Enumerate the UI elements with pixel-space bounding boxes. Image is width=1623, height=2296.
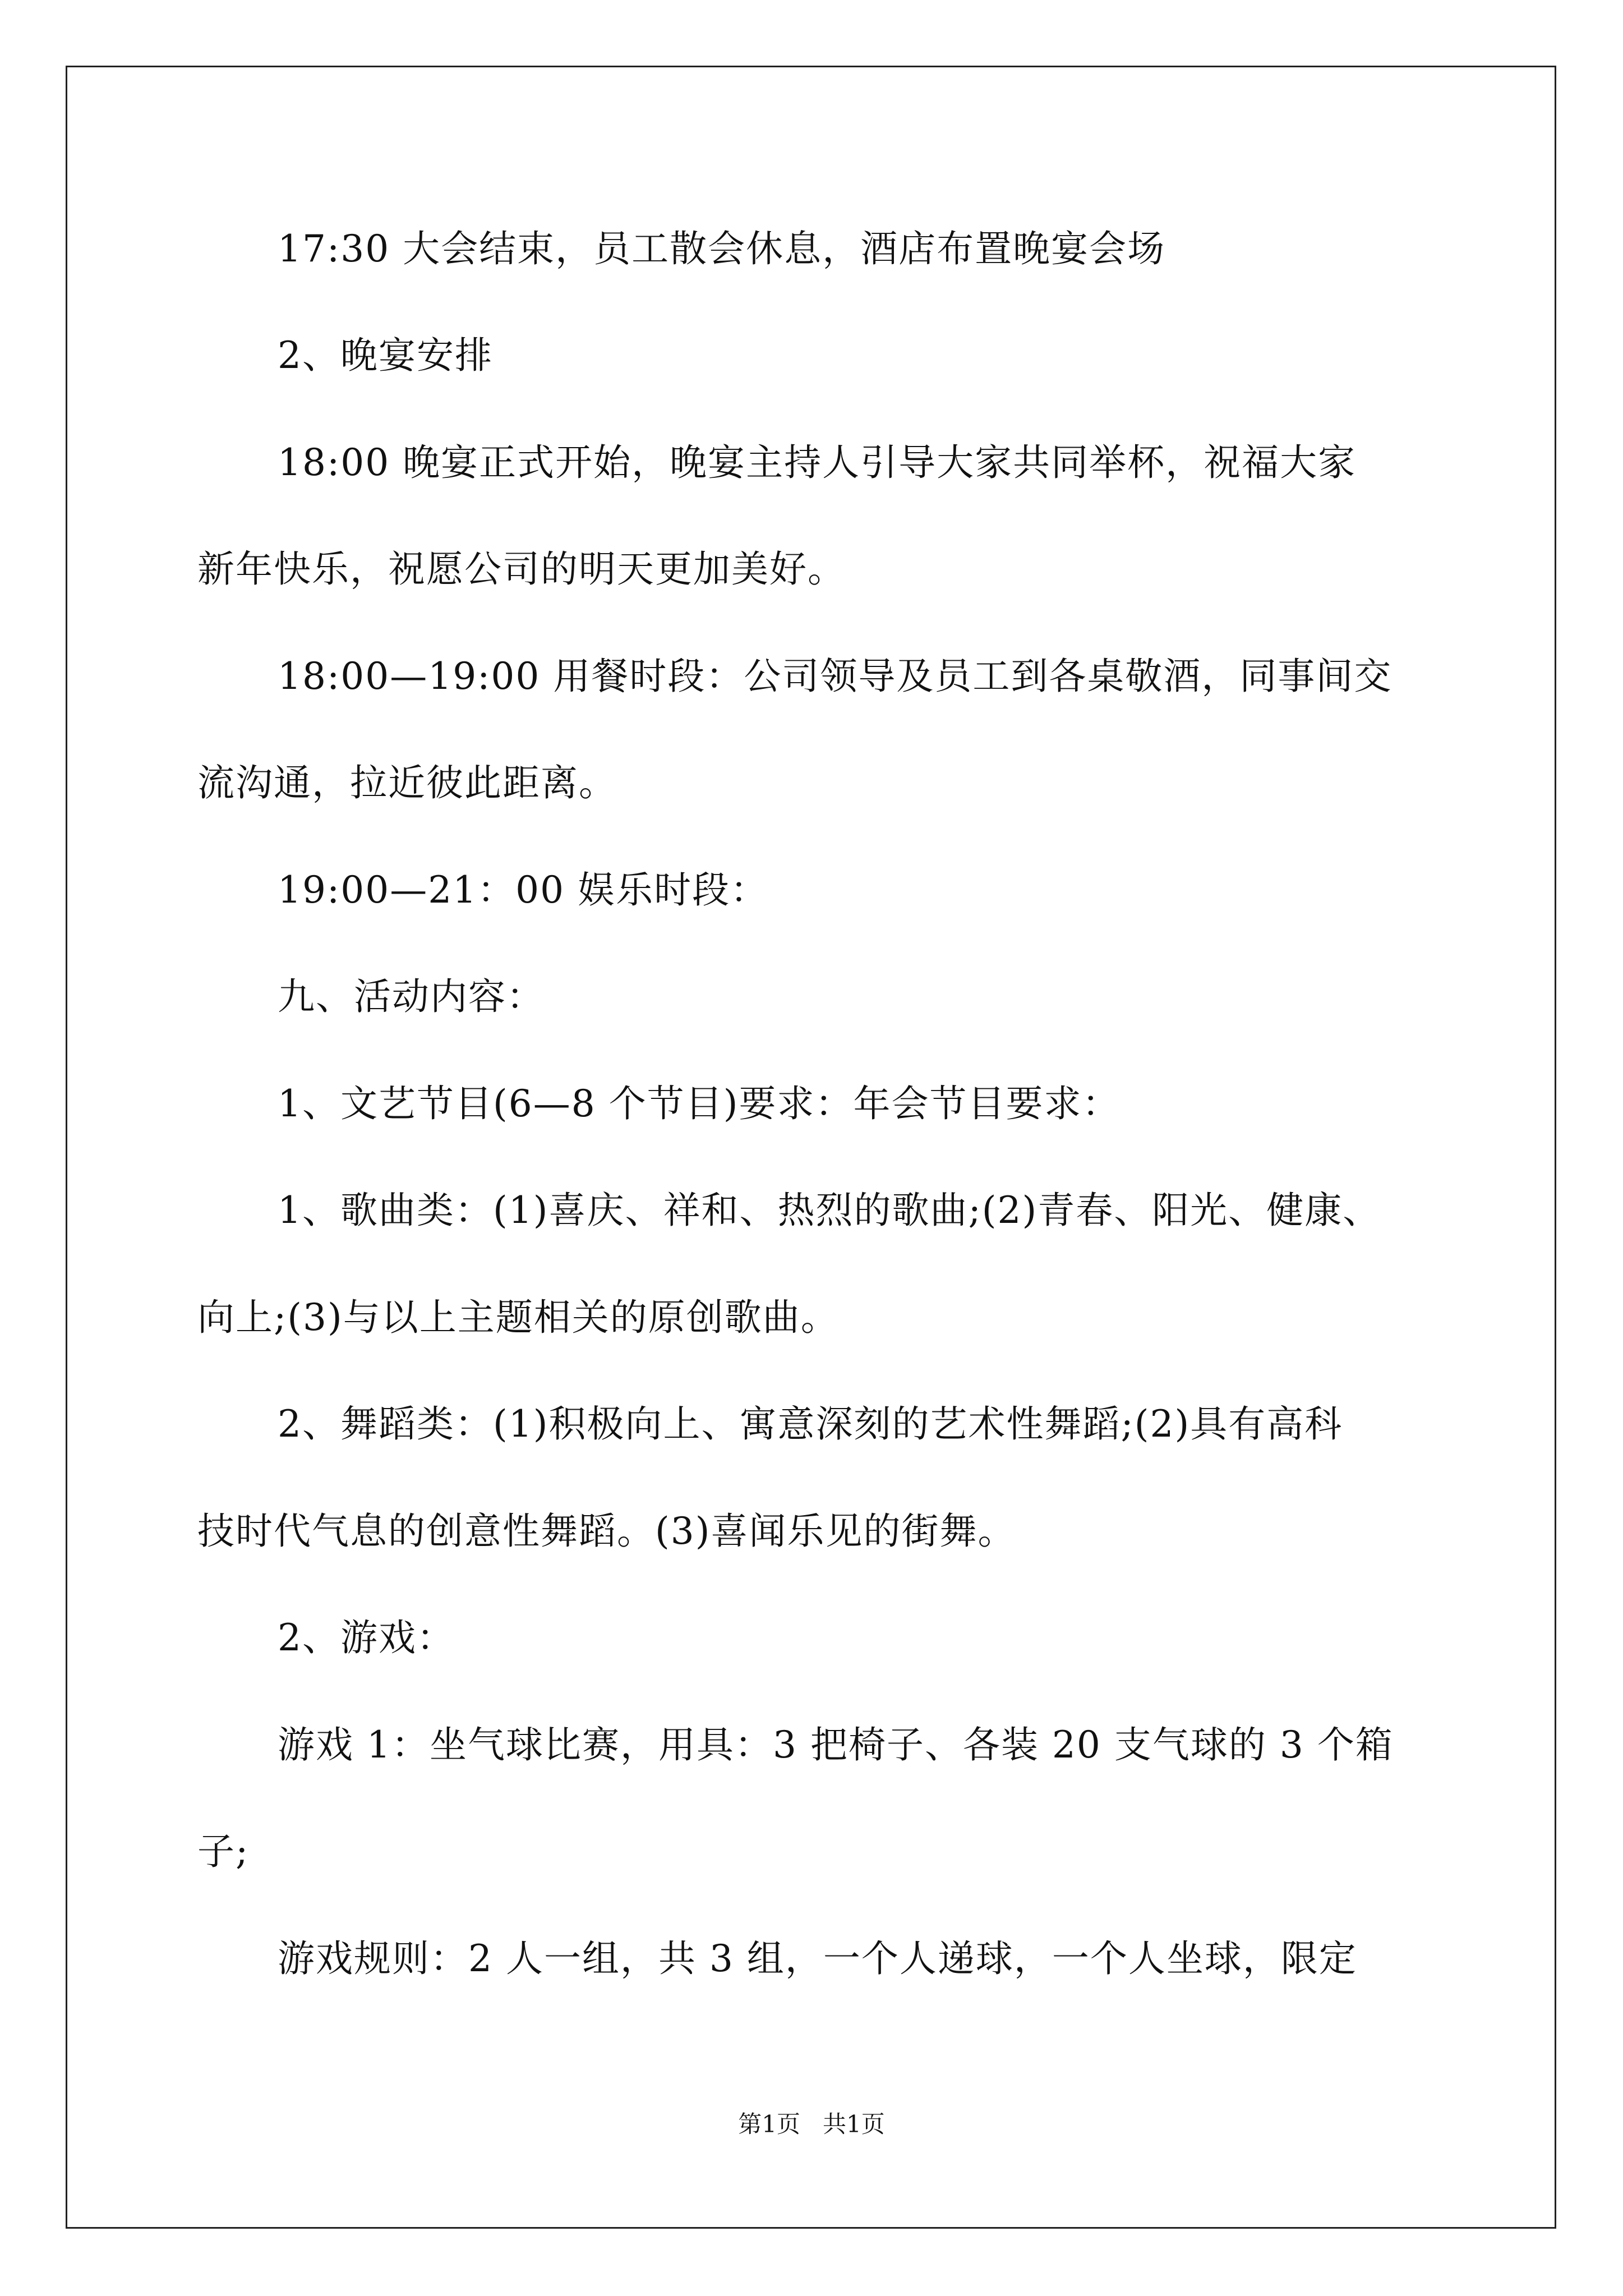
text-line-14: 2、游戏： — [278, 1616, 455, 1659]
text-line-11: 向上;(3)与以上主题相关的原创歌曲。 — [197, 1296, 839, 1339]
text-line-15: 游戏 1：坐气球比赛，用具：3 把椅子、各装 20 支气球的 3 个箱 — [278, 1723, 1394, 1766]
page-number-footer: 第1页 共1页 — [738, 2110, 885, 2138]
text-line-13: 技时代气息的创意性舞蹈。(3)喜闻乐见的街舞。 — [197, 1510, 1016, 1553]
text-line-8: 九、活动内容： — [278, 975, 545, 1018]
text-line-3: 18:00 晚宴正式开始，晚宴主持人引导大家共同举杯，祝福大家 — [278, 441, 1357, 484]
text-line-17: 游戏规则：2 人一组，共 3 组，一个人递球，一个人坐球，限定 — [278, 1937, 1357, 1980]
text-line-10: 1、歌曲类：(1)喜庆、祥和、热烈的歌曲;(2)青春、阳光、健康、 — [278, 1189, 1381, 1232]
text-line-4: 新年快乐，祝愿公司的明天更加美好。 — [197, 547, 846, 591]
text-line-16: 子; — [197, 1830, 250, 1873]
text-line-7: 19:00—21：00 娱乐时段： — [278, 868, 769, 912]
text-line-2: 2、晚宴安排 — [278, 334, 493, 377]
text-line-1: 17:30 大会结束，员工散会休息，酒店布置晚宴会场 — [278, 227, 1166, 270]
page-border — [66, 66, 1556, 2229]
text-line-6: 流沟通，拉近彼此距离。 — [197, 761, 617, 804]
text-line-9: 1、文艺节目(6—8 个节目)要求：年会节目要求： — [278, 1082, 1121, 1125]
text-line-5: 18:00—19:00 用餐时段：公司领导及员工到各桌敬酒，同事间交 — [278, 655, 1393, 698]
text-line-12: 2、舞蹈类：(1)积极向上、寓意深刻的艺术性舞蹈;(2)具有高科 — [278, 1402, 1343, 1446]
